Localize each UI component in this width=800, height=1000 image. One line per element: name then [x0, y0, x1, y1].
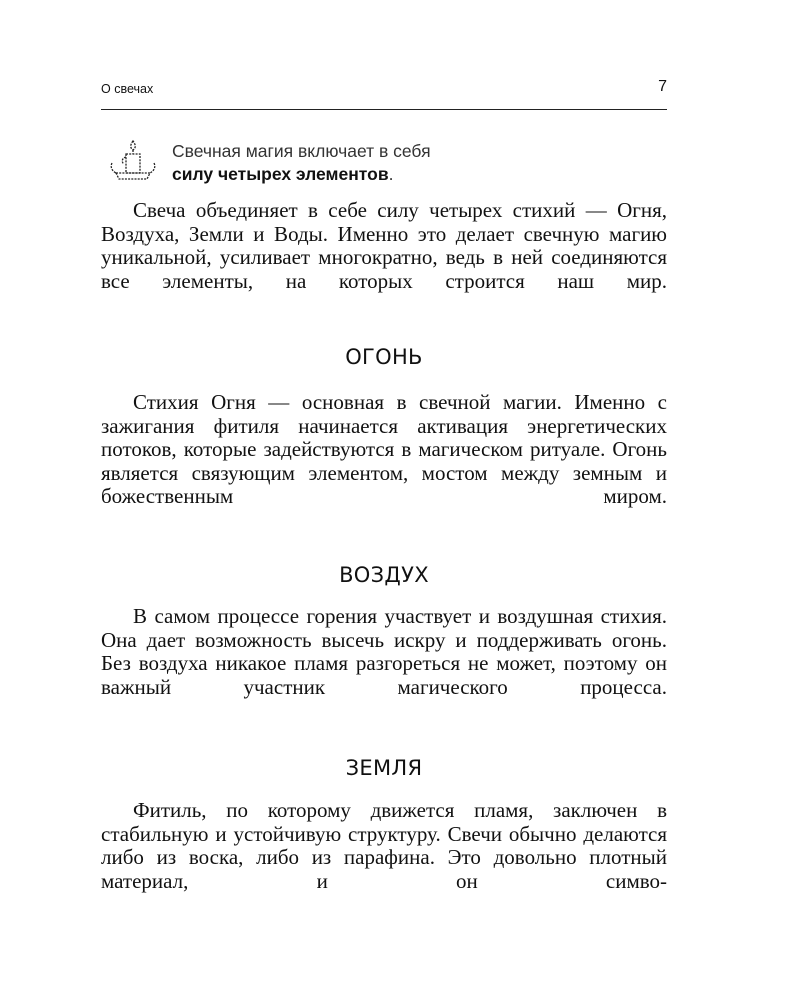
heading-fire: ОГОНЬ [345, 345, 423, 369]
heading-air: ВОЗДУХ [339, 563, 429, 587]
header-rule [101, 109, 667, 110]
heading-earth: ЗЕМЛЯ [345, 756, 423, 780]
callout-text [172, 140, 431, 186]
paragraph-earth: Фитиль, по которому движется пламя, заключен в стабильную и устойчивую структуру. Свечи обычно делаются либо из воска, либо из парафина. Это довольно плотный материал, и он симво- [101, 798, 667, 893]
callout-line-2 [172, 163, 431, 186]
callout-period: . [388, 164, 394, 184]
paragraph-fire: Стихия Огня — основная в свечной магии. Именно с зажигания фитиля начинается активация энергетических потоков, которые задействуются в магическом ритуале. Огонь является связующим элементом, мостом между земным и божественным миром. [101, 390, 667, 508]
running-title: О свечах [101, 82, 154, 96]
callout [101, 139, 667, 185]
paragraph-air: В самом процессе горения участвует и воздушная стихия. Она дает возможность высечь искру и поддерживать огонь. Без воздуха никакое пламя разгореться не может, поэтому он важный участник магического процесса. [101, 604, 667, 699]
page-number: 7 [658, 78, 667, 95]
callout-emphasis: силу четырех элементов [172, 164, 389, 184]
candle-icon [107, 139, 159, 183]
running-head [101, 78, 667, 100]
intro-paragraph: Свеча объединяет в себе силу четырех стихий — Огня, Воздуха, Земли и Воды. Именно это делает свечную магию уникальной, усиливает многократно, ведь в ней соединяются все элементы, на которых строится наш мир. [101, 198, 667, 293]
callout-line-1: Свечная магия включает в себя [172, 141, 431, 161]
book-page [101, 0, 667, 1000]
